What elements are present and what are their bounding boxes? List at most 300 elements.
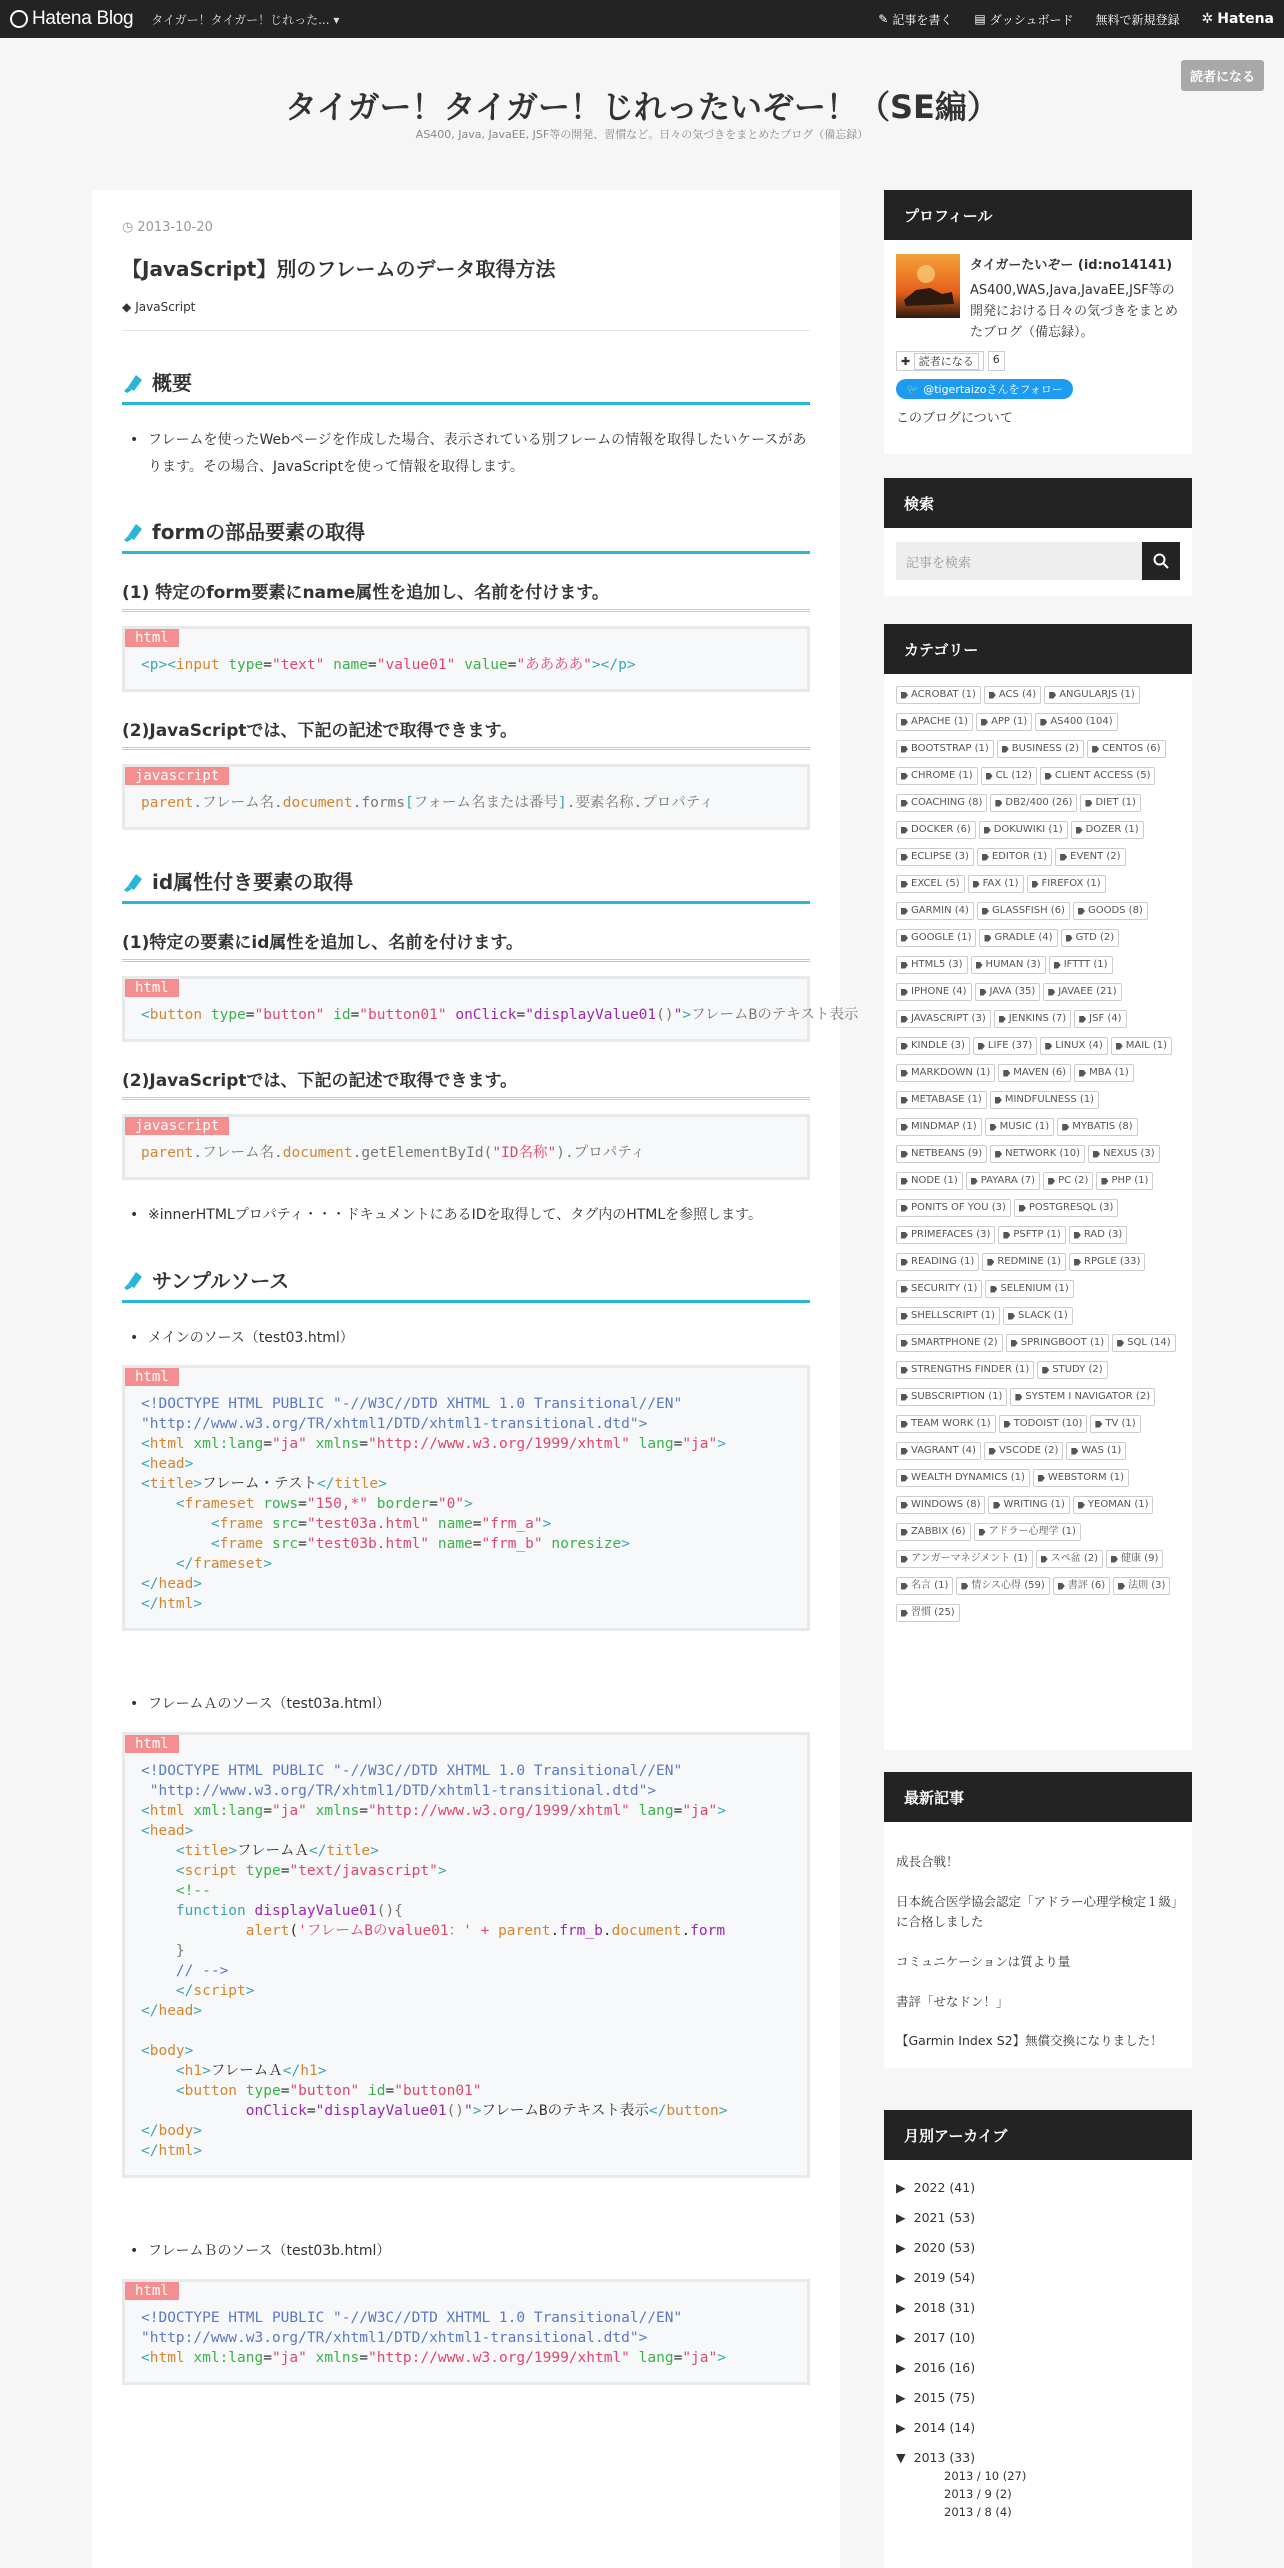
category-label: PRIMEFACES (3) xyxy=(911,1229,991,1240)
category-tag[interactable] xyxy=(1087,740,1165,758)
category-tag[interactable] xyxy=(1080,794,1140,812)
tag-icon xyxy=(999,1016,1006,1023)
category-label: JavaScript xyxy=(135,300,196,314)
category-label: SECURITY (1) xyxy=(911,1283,978,1294)
signup-link[interactable]: 無料で新規登録 xyxy=(1095,12,1180,27)
divider xyxy=(122,330,810,331)
category-tag[interactable] xyxy=(966,1172,1040,1190)
archive-label: 2016 (16) xyxy=(913,2360,976,2375)
tag-icon xyxy=(901,1421,908,1428)
tag-icon: ◆ xyxy=(122,300,132,314)
archive-year[interactable] xyxy=(896,2240,1180,2255)
pencil-icon: ✎ xyxy=(878,12,889,26)
code-block-main[interactable]: html <!DOCTYPE HTML PUBLIC "-//W3C//DTD XHTML 1.0 Transitional//EN" "http://www.w3.org/TR/xhtml1/DTD/xhtml1-transitional.dtd"> <html xml:lang="ja" xmlns="http://www.w3.org/1999/xhtml" lang="ja"> <head> <title>フレーム・テスト</title> <frameset rows="150,*" border="0"> <frame src="test03a.html" name="frm_a"> <frame src="test03b.html" name="frm_b" noresize> </frameset> </head> </html> xyxy=(122,1365,810,1631)
category-label: SUBSCRIPTION (1) xyxy=(911,1391,1003,1402)
recent-entry[interactable]: 【Garmin Index S2】無償交換になりました！ xyxy=(896,2033,1163,2049)
category-tag[interactable] xyxy=(1037,1361,1107,1379)
category-tag[interactable] xyxy=(1074,1064,1134,1082)
code-lang-label: html xyxy=(125,1735,179,1753)
archive-label: 2018 (31) xyxy=(913,2300,976,2315)
category-tag[interactable] xyxy=(1049,956,1113,974)
category-tag[interactable] xyxy=(896,740,994,758)
category-tag[interactable] xyxy=(990,1091,1099,1109)
category-tag[interactable] xyxy=(998,1064,1071,1082)
archive-year[interactable] xyxy=(896,2420,1180,2435)
category-label: 情シス心得 (59) xyxy=(971,1580,1045,1591)
category-label: MBA (1) xyxy=(1089,1067,1129,1078)
blog-title[interactable]: タイガー！タイガー！じれったいぞー！（SE編） xyxy=(285,88,999,126)
tag-icon xyxy=(1078,908,1085,915)
category-label: DOZER (1) xyxy=(1085,824,1139,835)
code-block[interactable]: html <p><input type="text" name="value01" value="ああああ"></p> xyxy=(122,626,810,692)
recent-entry[interactable]: 日本統合医学協会認定「アドラー心理学検定１級」に合格しました xyxy=(896,1893,1178,1930)
category-tag[interactable] xyxy=(1033,1469,1129,1487)
search-input[interactable]: 記事を検索 xyxy=(896,542,1142,580)
archive-label: 2020 (53) xyxy=(913,2240,976,2255)
code-block[interactable]: javascript parent.フレーム名.document.getElementById("ID名称").プロパティ xyxy=(122,1114,810,1180)
category-tag[interactable] xyxy=(896,1118,982,1136)
category-label: SPRINGBOOT (1) xyxy=(1020,1337,1105,1348)
category-tag[interactable] xyxy=(1006,1334,1109,1352)
category-tag[interactable] xyxy=(979,821,1068,839)
category-label: CL (12) xyxy=(995,770,1032,781)
category-label: ACS (4) xyxy=(998,689,1037,700)
blog-description: AS400, Java, JavaEE, JSF等の開発、習慣など。日々の気づきをまとめたブログ（備忘録） xyxy=(415,128,869,141)
profile-name[interactable]: タイガーたいぞー (id:no14141) xyxy=(970,258,1173,273)
archive-year[interactable] xyxy=(896,2390,1180,2405)
category-tag[interactable] xyxy=(1073,902,1148,920)
heading-text: サンプルソース xyxy=(152,1268,290,1293)
archive-year-expanded[interactable] xyxy=(896,2450,1180,2465)
category-label: LIFE (37) xyxy=(987,1040,1033,1051)
date-text: 2013-10-20 xyxy=(137,220,213,235)
category-tag[interactable] xyxy=(968,875,1024,893)
tag-icon xyxy=(1048,1178,1055,1185)
category-tag[interactable] xyxy=(896,929,976,947)
entry-title[interactable]: 【JavaScript】別のフレームのデータ取得方法 xyxy=(122,257,556,281)
category-label: WEALTH DYNAMICS (1) xyxy=(911,1472,1025,1483)
category-label: GTD (2) xyxy=(1075,932,1115,943)
tag-icon xyxy=(979,1529,986,1536)
category-tag[interactable] xyxy=(981,767,1037,785)
blog-menu[interactable]: タイガー！タイガー！じれった... ▾ xyxy=(151,12,340,27)
category-tag[interactable] xyxy=(896,1091,987,1109)
archive-year[interactable] xyxy=(896,2300,1180,2315)
category-tag[interactable] xyxy=(896,983,972,1001)
category-label: WAS (1) xyxy=(1081,1445,1122,1456)
tag-icon xyxy=(1085,800,1092,807)
triangle-right-icon: ▶ xyxy=(896,2330,906,2345)
tag-icon xyxy=(984,827,991,834)
tag-icon xyxy=(901,1367,908,1374)
category-tag[interactable] xyxy=(975,983,1041,1001)
write-article-button[interactable] xyxy=(878,11,952,28)
pencil-icon xyxy=(122,520,144,542)
code-lang-label: html xyxy=(125,629,179,647)
search-button[interactable] xyxy=(1142,542,1180,580)
triangle-right-icon: ▶ xyxy=(896,2240,906,2255)
list-item: • フレームを使ったWebページを作成した場合、表示されている別フレームの情報を取得したいケースがあります。その場合、JavaScriptを使って情報を取得します。 xyxy=(130,427,810,480)
dashboard-button[interactable] xyxy=(974,11,1073,28)
triangle-right-icon: ▶ xyxy=(896,2390,906,2405)
profile-subscribe-button[interactable]: ✚ 読者になる xyxy=(896,351,984,371)
category-tag[interactable] xyxy=(1106,1550,1163,1568)
category-tag[interactable] xyxy=(896,848,974,866)
category-tag[interactable] xyxy=(896,956,968,974)
category-label: DOKUWIKI (1) xyxy=(993,824,1063,835)
tag-icon xyxy=(990,1286,997,1293)
reader-count: 6 xyxy=(988,351,1005,371)
category-tag[interactable] xyxy=(990,1145,1085,1163)
entry-category[interactable] xyxy=(122,300,810,314)
archive-month[interactable]: 2013 / 10 (27) xyxy=(944,2469,1027,2483)
tag-icon xyxy=(982,854,989,861)
tag-icon xyxy=(995,1097,1002,1104)
category-tag[interactable] xyxy=(896,1388,1007,1406)
category-tag[interactable] xyxy=(896,1280,982,1298)
tag-icon xyxy=(1002,746,1009,753)
avatar[interactable] xyxy=(896,254,960,318)
category-label: JAVASCRIPT (3) xyxy=(911,1013,986,1024)
tag-icon xyxy=(1111,1556,1118,1563)
recent-heading: 最新記事 xyxy=(884,1772,1192,1822)
category-label: STRENGTHS FINDER (1) xyxy=(911,1364,1030,1375)
category-tag[interactable] xyxy=(896,875,965,893)
category-tag[interactable] xyxy=(1073,1496,1154,1514)
category-tag[interactable] xyxy=(1044,686,1140,704)
about-blog-link[interactable]: このブログについて xyxy=(896,411,1013,427)
category-tag[interactable] xyxy=(896,1307,1000,1325)
archive-year[interactable] xyxy=(896,2270,1180,2285)
category-tag[interactable] xyxy=(984,686,1041,704)
recent-entry[interactable]: コミュニケーションは質より量 xyxy=(896,1953,1071,1969)
category-label: MARKDOWN (1) xyxy=(911,1067,991,1078)
code-block-frame-b[interactable]: html <!DOCTYPE HTML PUBLIC "-//W3C//DTD XHTML 1.0 Transitional//EN" "http://www.w3.org/TR/xhtml1/DTD/xhtml1-transitional.dtd"> <html xml:lang="ja" xmlns="http://www.w3.org/1999/xhtml" lang="ja"> xyxy=(122,2279,810,2385)
category-tag[interactable] xyxy=(1003,1307,1073,1325)
tag-icon xyxy=(1003,1070,1010,1077)
section-heading-form xyxy=(122,516,810,554)
category-label: AS400 (104) xyxy=(1050,716,1113,727)
category-tag[interactable] xyxy=(979,929,1057,947)
category-label: 書評 (6) xyxy=(1067,1580,1106,1591)
category-label: MAVEN (6) xyxy=(1013,1067,1067,1078)
section-heading-id xyxy=(122,866,810,904)
category-tag[interactable] xyxy=(977,902,1070,920)
archive-heading: 月別アーカイブ xyxy=(884,2110,1192,2160)
category-tag[interactable] xyxy=(896,1145,987,1163)
code-block[interactable]: javascript parent.フレーム名.document.forms[フォーム名または番号].要素名称.プロパティ xyxy=(122,764,810,830)
category-tag[interactable] xyxy=(896,1172,963,1190)
twitter-label: @tigertaizoさんをフォロー xyxy=(923,383,1063,397)
category-tag[interactable] xyxy=(1043,983,1121,1001)
category-tag[interactable] xyxy=(973,1037,1037,1055)
archive-module xyxy=(884,2110,1192,2568)
subheading: (1)特定の要素にid属性を追加し、名前を付けます。 xyxy=(122,928,810,962)
tag-icon xyxy=(1042,1367,1049,1374)
category-tag[interactable] xyxy=(896,1064,995,1082)
subscribe-button[interactable]: 読者になる xyxy=(1181,60,1264,91)
tag-icon xyxy=(1004,1421,1011,1428)
category-label: POSTGRESQL (3) xyxy=(1028,1202,1114,1213)
category-label: IPHONE (4) xyxy=(911,986,967,997)
category-label: PC (2) xyxy=(1058,1175,1089,1186)
category-tag[interactable] xyxy=(896,1469,1030,1487)
clock-icon: ◷ xyxy=(122,220,134,235)
tag-icon xyxy=(995,800,1002,807)
category-tag[interactable] xyxy=(1010,1388,1155,1406)
hatena-blog-logo[interactable] xyxy=(10,8,133,30)
tag-icon xyxy=(1015,1394,1022,1401)
category-label: DB2/400 (26) xyxy=(1005,797,1073,808)
category-label: CLIENT ACCESS (5) xyxy=(1054,770,1151,781)
category-tag[interactable] xyxy=(985,1118,1055,1136)
code-lang-label: javascript xyxy=(125,767,229,785)
category-tag[interactable] xyxy=(1113,1577,1170,1595)
tag-icon xyxy=(901,1475,908,1482)
category-label: 名言 (1) xyxy=(911,1580,949,1591)
pencil-icon xyxy=(122,870,144,892)
twitter-follow-button[interactable] xyxy=(896,379,1073,399)
archive-month[interactable]: 2013 / 8 (4) xyxy=(944,2505,1012,2519)
category-label: PSFTP (1) xyxy=(1013,1229,1061,1240)
tag-icon xyxy=(901,1583,908,1590)
category-tag[interactable] xyxy=(1053,1577,1110,1595)
profile-heading: プロフィール xyxy=(884,190,1192,240)
tag-icon xyxy=(901,1205,908,1212)
global-header xyxy=(0,0,1284,38)
category-tag[interactable] xyxy=(1061,929,1120,947)
category-tag[interactable] xyxy=(1090,1415,1140,1433)
category-tag[interactable] xyxy=(896,902,974,920)
category-label: IFTTT (1) xyxy=(1063,959,1108,970)
category-label: MUSIC (1) xyxy=(999,1121,1050,1132)
tag-icon xyxy=(901,1448,908,1455)
list-item: • フレームＢのソース（test03b.html） xyxy=(130,2238,810,2265)
category-tag[interactable] xyxy=(896,1334,1003,1352)
write-label: 記事を書く xyxy=(892,12,953,27)
category-tag[interactable] xyxy=(896,821,976,839)
category-tag[interactable] xyxy=(1069,1226,1127,1244)
list-item: • ※innerHTMLプロパティ・・・ドキュメントにあるIDを取得して、タグ内のHTMLを参照します。 xyxy=(130,1202,810,1229)
category-tag[interactable] xyxy=(1111,1037,1172,1055)
category-tag[interactable] xyxy=(1043,1172,1093,1190)
category-tag[interactable] xyxy=(896,1604,960,1622)
category-tag[interactable] xyxy=(998,1226,1065,1244)
category-label: BUSINESS (2) xyxy=(1011,743,1080,754)
category-label: SQL (14) xyxy=(1127,1337,1171,1348)
tag-icon xyxy=(1118,1583,1125,1590)
category-label: EXCEL (5) xyxy=(911,878,960,889)
category-tag[interactable] xyxy=(988,1496,1069,1514)
category-tag[interactable] xyxy=(1055,848,1125,866)
archive-label: 2019 (54) xyxy=(913,2270,976,2285)
category-tag[interactable] xyxy=(896,713,973,731)
category-tag[interactable] xyxy=(896,1523,971,1541)
tag-icon xyxy=(1040,719,1047,726)
category-tag[interactable] xyxy=(1035,713,1117,731)
category-tag[interactable] xyxy=(896,686,981,704)
category-tag[interactable] xyxy=(1074,1010,1126,1028)
category-label: METABASE (1) xyxy=(911,1094,982,1105)
category-label: GOODS (8) xyxy=(1087,905,1143,916)
category-tag[interactable] xyxy=(896,1442,981,1460)
tag-icon xyxy=(1116,1043,1123,1050)
category-label: DOCKER (6) xyxy=(911,824,971,835)
tag-icon xyxy=(901,1151,908,1158)
note-text: ※innerHTMLプロパティ・・・ドキュメントにあるIDを取得して、タグ内のHTMLを参照します。 xyxy=(148,1207,763,1224)
category-label: CENTOS (6) xyxy=(1102,743,1161,754)
recent-entry[interactable]: 成長合戦！ xyxy=(896,1854,959,1869)
subheading: (1) 特定のform要素にname属性を追加し、名前を付けます。 xyxy=(122,578,810,612)
heading-text: 概要 xyxy=(152,371,192,395)
category-tag[interactable] xyxy=(997,740,1084,758)
tag-icon xyxy=(901,1286,908,1293)
category-tag[interactable] xyxy=(896,1361,1034,1379)
category-tag[interactable] xyxy=(1112,1334,1176,1352)
tag-icon xyxy=(980,989,987,996)
category-tag[interactable] xyxy=(974,1523,1081,1541)
category-label: MYBATIS (8) xyxy=(1072,1121,1133,1132)
category-tag[interactable] xyxy=(896,1037,970,1055)
category-label: MINDMAP (1) xyxy=(911,1121,977,1132)
category-tag[interactable] xyxy=(1088,1145,1160,1163)
category-tag[interactable] xyxy=(999,1415,1088,1433)
category-tag[interactable] xyxy=(896,794,987,812)
category-label: COACHING (8) xyxy=(911,797,983,808)
tag-icon xyxy=(1074,1259,1081,1266)
category-label: GLASSFISH (6) xyxy=(991,905,1065,916)
recent-entry[interactable]: 書評「せなドン！」 xyxy=(896,1993,1009,2009)
hatena-menu[interactable] xyxy=(1202,11,1275,27)
subscribe-label: 読者になる xyxy=(914,353,979,370)
category-tag[interactable] xyxy=(956,1577,1049,1595)
category-tag[interactable] xyxy=(982,1253,1066,1271)
category-label: JAVA (35) xyxy=(989,986,1036,997)
category-tag[interactable] xyxy=(896,1253,979,1271)
tag-icon xyxy=(973,881,980,888)
archive-year[interactable] xyxy=(896,2360,1180,2375)
category-tag[interactable] xyxy=(1040,767,1156,785)
category-tag[interactable] xyxy=(1096,1172,1153,1190)
archive-month[interactable]: 2013 / 9 (2) xyxy=(944,2487,1012,2501)
category-tag[interactable] xyxy=(984,1442,1063,1460)
tag-icon xyxy=(1101,1178,1108,1185)
tag-icon xyxy=(901,1259,908,1266)
tag-icon xyxy=(1060,854,1067,861)
category-tag[interactable] xyxy=(896,1496,985,1514)
category-tag[interactable] xyxy=(990,794,1077,812)
tag-icon xyxy=(901,908,908,915)
tag-icon xyxy=(995,1151,1002,1158)
tag-icon xyxy=(1071,1448,1078,1455)
overview-text: フレームを使ったWebページを作成した場合、表示されている別フレームの情報を取得したいケースがあります。その場合、JavaScriptを使って情報を取得します。 xyxy=(148,432,807,475)
archive-label: 2021 (53) xyxy=(913,2210,976,2225)
category-label: VSCODE (2) xyxy=(998,1445,1059,1456)
category-tag[interactable] xyxy=(1057,1118,1137,1136)
category-tag[interactable] xyxy=(896,1577,953,1595)
tag-icon xyxy=(901,1178,908,1185)
dashboard-label: ダッシュボード xyxy=(989,12,1074,27)
category-label: アドラー心理学 (1) xyxy=(988,1526,1076,1537)
tag-icon xyxy=(1117,1340,1124,1347)
category-tag[interactable] xyxy=(1027,875,1106,893)
category-tag[interactable] xyxy=(976,713,1032,731)
category-label: アンガーマネジメント (1) xyxy=(911,1553,1028,1564)
tag-icon xyxy=(901,881,908,888)
frame-b-label: フレームＢのソース（test03b.html） xyxy=(148,2242,391,2259)
category-tag[interactable] xyxy=(971,956,1046,974)
entry-date[interactable] xyxy=(122,220,810,235)
category-tag[interactable] xyxy=(896,1199,1011,1217)
tag-icon xyxy=(989,1448,996,1455)
category-tag[interactable] xyxy=(1071,821,1144,839)
category-label: JENKINS (7) xyxy=(1008,1013,1067,1024)
code-block[interactable]: html <button type="button" id="button01" onClick="displayValue01()">フレームBのテキスト表示 xyxy=(122,976,810,1042)
tag-icon xyxy=(989,692,996,699)
tag-icon xyxy=(1019,1205,1026,1212)
subheading: (2)JavaScriptでは、下記の記述で取得できます。 xyxy=(122,716,810,750)
tag-icon xyxy=(978,1043,985,1050)
category-tag[interactable] xyxy=(1066,1442,1126,1460)
triangle-down-icon: ▼ xyxy=(896,2450,906,2465)
category-tag[interactable] xyxy=(1069,1253,1145,1271)
category-tag[interactable] xyxy=(985,1280,1073,1298)
category-label: STUDY (2) xyxy=(1052,1364,1103,1375)
tag-icon xyxy=(901,1610,908,1617)
category-label: NODE (1) xyxy=(911,1175,958,1186)
category-tag[interactable] xyxy=(977,848,1052,866)
hatena-logo-icon xyxy=(10,10,28,28)
category-tag[interactable] xyxy=(994,1010,1071,1028)
archive-year[interactable] xyxy=(896,2180,1180,2195)
category-label: JAVAEE (21) xyxy=(1058,986,1117,997)
tag-icon xyxy=(1048,989,1055,996)
tag-icon xyxy=(976,962,983,969)
category-label: DIET (1) xyxy=(1095,797,1136,808)
section-heading-sample xyxy=(122,1265,810,1303)
tag-icon xyxy=(1062,1124,1069,1131)
category-tag[interactable] xyxy=(896,1550,1033,1568)
code-block-frame-a[interactable]: html <!DOCTYPE HTML PUBLIC "-//W3C//DTD XHTML 1.0 Transitional//EN" "http://www.w3.org/TR/xhtml1/DTD/xhtml1-transitional.dtd"> <html xml:lang="ja" xmlns="http://www.w3.org/1999/xhtml" lang="ja"> <head> <title>フレームＡ</title> <script type="text/javascript"> <!-- function displayValue01(){ alert('フレームBのvalue01：' + parent.frm_b.document.form } // --> </script> </head> <body> <h1>フレームＡ</h1> <button type="button" id="button01" onClick="displayValue01()">フレームBのテキスト表示</button> </body> </html> xyxy=(122,1732,810,2178)
tag-icon xyxy=(1045,773,1052,780)
code-lang-label: html xyxy=(125,1368,179,1386)
archive-year[interactable] xyxy=(896,2210,1180,2225)
category-tag[interactable] xyxy=(1014,1199,1119,1217)
tag-icon xyxy=(901,692,908,699)
triangle-right-icon: ▶ xyxy=(896,2300,906,2315)
category-tag[interactable] xyxy=(896,1415,996,1433)
category-tag[interactable] xyxy=(896,1226,995,1244)
category-tag[interactable] xyxy=(896,1010,991,1028)
archive-year[interactable] xyxy=(896,2330,1180,2345)
category-label: WEBSTORM (1) xyxy=(1047,1472,1125,1483)
category-module xyxy=(884,624,1192,1750)
category-label: ZABBIX (6) xyxy=(911,1526,966,1537)
tag-icon xyxy=(1054,962,1061,969)
tag-icon xyxy=(1011,1340,1018,1347)
tag-icon xyxy=(901,1232,908,1239)
category-label: VAGRANT (4) xyxy=(911,1445,976,1456)
category-label: BOOTSTRAP (1) xyxy=(911,743,989,754)
tag-icon xyxy=(901,800,908,807)
category-tag[interactable] xyxy=(896,767,978,785)
category-tag[interactable] xyxy=(1040,1037,1108,1055)
category-label: 習慣 (25) xyxy=(911,1607,955,1618)
category-label: RAD (3) xyxy=(1083,1229,1123,1240)
category-label: YEOMAN (1) xyxy=(1087,1499,1149,1510)
tag-icon xyxy=(971,1178,978,1185)
category-tag[interactable] xyxy=(1036,1550,1103,1568)
